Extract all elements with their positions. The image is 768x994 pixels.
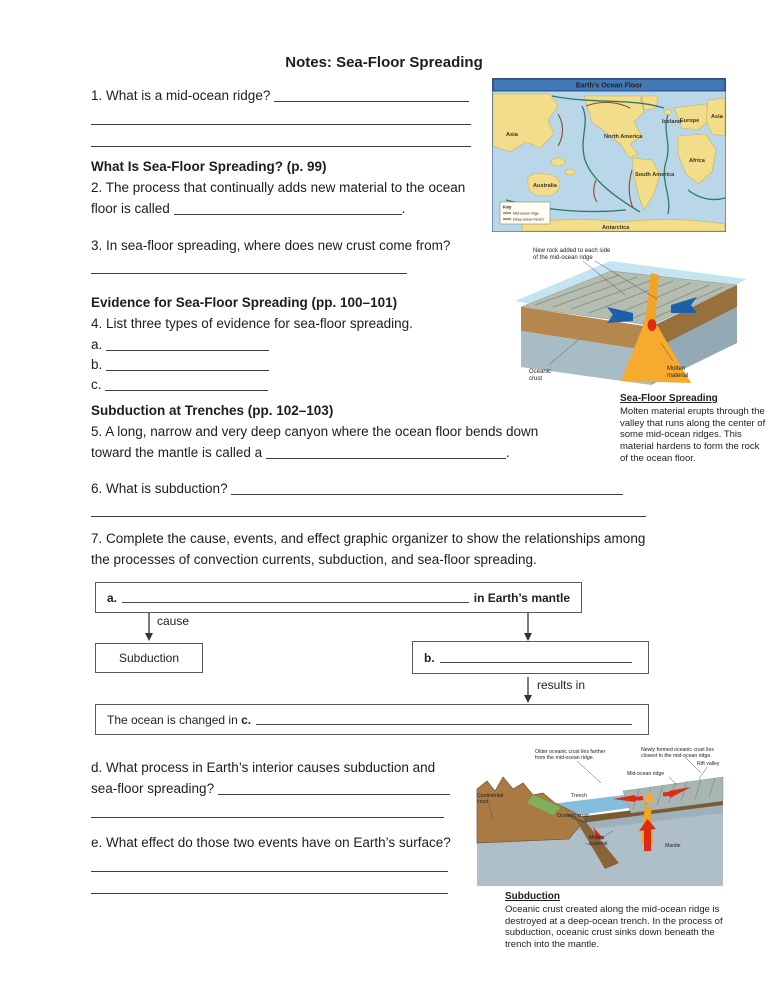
question-2-line2: floor is called . [91,201,406,216]
organizer-box-b: b. [412,641,649,674]
question-6-blank-line [91,503,646,519]
answer-blank [91,260,407,274]
question-4c: c. [91,377,268,393]
answer-blank [91,111,471,125]
label-older-1: Older oceanic crust lies farther [535,749,606,755]
islands-sea [565,169,575,175]
down-arrow-icon [522,613,534,641]
answer-blank [91,133,471,147]
label-older-2: from the mid-ocean ridge. [535,755,595,761]
question-e-line1: e. What effect do those two events have on Earth’s surface? [91,835,451,850]
question-1-blank-line [91,111,471,127]
section-heading-what-is: What Is Sea-Floor Spreading? (p. 99) [91,159,327,174]
label-molten-2: material [589,841,608,847]
label-continental-1: Continental [477,793,504,799]
map-key-entry-trench: Deep-ocean trench [513,217,544,222]
map-title: Earth’s Ocean Floor [575,82,643,90]
page-title: Notes: Sea-Floor Spreading [285,54,483,71]
question-5-line2: toward the mantle is called a . [91,445,510,460]
map-label-europe: Europe [680,118,700,124]
map-label-south-america: South America [635,172,675,178]
answer-blank [440,653,632,663]
question-d-blank-line [91,804,444,820]
label-oceanic-crust: Oceanic crust [557,813,589,819]
molten-red-core [648,319,657,331]
map-label-iceland: Iceland [662,119,682,125]
organizer-box-subduction: Subduction [95,643,203,673]
continental-crust-block [477,777,585,843]
label-new-rock-2: of the mid-ocean ridge [533,255,593,261]
label-oceanic-crust-1: Oceanic [529,369,552,375]
question-7-line2: the processes of convection currents, subduction, and sea-floor spreading. [91,552,537,567]
map-label-australia: Australia [533,183,557,189]
question-d-line1: d. What process in Earth’s interior causes subduction and [91,760,436,775]
map-label-asia-right: Asia [711,114,723,120]
label-mid-ocean-ridge: Mid-ocean ridge [627,771,665,777]
question-1: 1. What is a mid-ocean ridge? [91,88,469,104]
label-newer-2: closest to the mid-ocean ridge. [641,753,712,759]
island-iceland [664,110,672,115]
label-newer-1: Newly formed oceanic crust lies [641,747,714,753]
question-2-line1: 2. The process that continually adds new material to the ocean [91,180,466,195]
answer-blank [218,781,450,795]
subduction-figure [473,743,725,888]
answer-blank [122,593,469,603]
answer-blank [91,503,646,517]
label-trench: Trench [571,793,587,799]
label-rift-valley: Rift valley [697,761,720,767]
subduction-caption [505,891,727,951]
continent-greenland [642,96,658,110]
map-key-title: Key [503,204,512,210]
spreading-caption-title: Sea-Floor Spreading [620,393,718,404]
label-new-rock-1: New rock added to each side [533,248,611,254]
islands-sea [551,158,565,166]
map-label-africa: Africa [689,158,705,164]
ocean-floor-map [492,78,726,232]
label-molten-2: material [667,373,689,379]
organizer-box-a: a. in Earth’s mantle [95,582,582,613]
question-6: 6. What is subduction? [91,481,623,497]
spreading-caption-body: Molten material erupts through the valley that runs along the center of some mid-ocean ridges. This material hardens to form the rock of the ocean floor. [620,405,766,464]
down-arrow-icon [143,613,155,641]
results-in-label: results in [537,678,586,692]
subduction-caption-body: Oceanic crust created along the mid-ocean ridge is destroyed at a deep-ocean trench. In the process of subduction, oceanic crust sinks down beneath the trench into the mantle. [505,903,723,951]
label-mantle: Mantle [665,843,681,849]
answer-blank [106,337,269,351]
answer-blank [274,88,469,102]
label-molten-1: Molten [667,366,686,372]
spreading-caption [620,393,768,465]
question-d-line2: sea-floor spreading? [91,781,450,797]
map-label-north-america: North America [604,134,643,140]
answer-blank [231,481,623,495]
section-heading-subduction: Subduction at Trenches (pp. 102–103) [91,403,334,418]
question-5-line1: 5. A long, narrow and very deep canyon where the ocean floor bends down [91,424,539,439]
map-label-asia-left: Asia [506,132,518,138]
question-4: 4. List three types of evidence for sea-floor spreading. [91,316,413,331]
organizer-box-c: The ocean is changed in c. [95,704,649,735]
map-key-entry-ridge: Mid-ocean ridge [513,211,539,216]
answer-blank [105,377,268,391]
answer-blank [266,445,506,459]
map-label-antarctica: Antarctica [602,225,630,231]
question-e-blank-line [91,858,448,874]
answer-blank [91,804,444,818]
question-3: 3. In sea-floor spreading, where does new crust come from? [91,238,451,253]
answer-blank [256,715,632,725]
question-7-line1: 7. Complete the cause, events, and effect graphic organizer to show the relationships among [91,531,646,546]
cause-label: cause [157,614,190,628]
label-oceanic-crust-2: crust [529,376,543,382]
sea-floor-spreading-figure [505,243,765,393]
question-4b: b. [91,357,269,373]
question-1-blank-line [91,133,471,149]
answer-blank [91,858,448,872]
question-4a: a. [91,337,269,353]
question-3-blank-line [91,260,407,276]
answer-blank [106,357,269,371]
label-molten-1: Molten [589,835,605,841]
answer-blank [91,880,448,894]
subduction-caption-title: Subduction [505,891,560,902]
question-e-blank-line [91,880,448,896]
down-arrow-icon [522,677,534,703]
section-heading-evidence: Evidence for Sea-Floor Spreading (pp. 100–101) [91,295,398,310]
label-continental-2: crust, [477,799,490,805]
answer-blank [174,201,402,215]
map-key [500,202,550,224]
